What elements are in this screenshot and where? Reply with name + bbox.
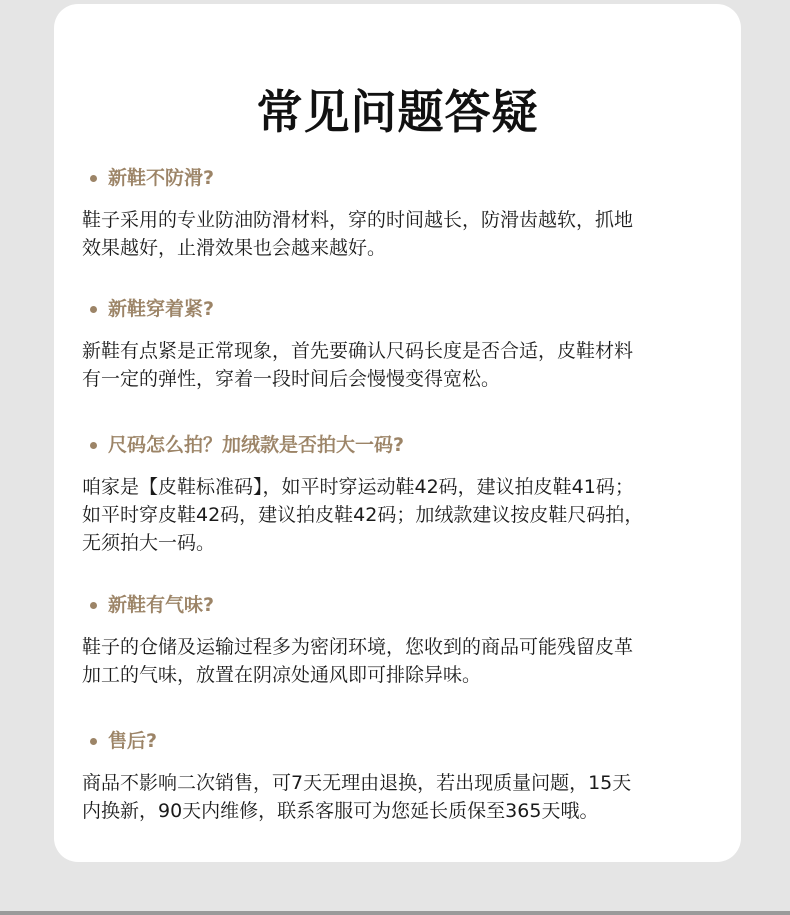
faq-item-tight-fit <box>82 295 722 393</box>
faq-question-text: 新鞋有气味? <box>108 594 215 616</box>
faq-answer: 鞋子的仓储及运输过程多为密闭环境，您收到的商品可能残留皮革 加工的气味，放置在阴凉处通风即可排除异味。 <box>82 636 634 686</box>
faq-answer: 新鞋有点紧是正常现象，首先要确认尺码长度是否合适，皮鞋材料 有一定的弹性，穿着一段时间后会慢慢变得宽松。 <box>82 340 634 390</box>
faq-question-text: 尺码怎么拍？加绒款是否拍大一码? <box>108 434 405 456</box>
faq-item-after-sales <box>82 727 722 825</box>
faq-question <box>82 164 722 192</box>
faq-card <box>54 4 741 862</box>
faq-item-sizing <box>82 431 722 557</box>
bottom-divider <box>0 911 790 915</box>
faq-item-anti-slip <box>82 164 722 262</box>
faq-answer: 商品不影响二次销售，可7天无理由退换，若出现质量问题，15天 内换新，90天内维修，联系客服可为您延长质保至365天哦。 <box>82 772 632 822</box>
faq-question <box>82 295 722 323</box>
faq-question <box>82 591 722 619</box>
faq-question <box>82 727 722 755</box>
faq-question <box>82 431 722 459</box>
faq-question-text: 新鞋不防滑? <box>108 167 215 189</box>
bullet-dot-icon <box>90 602 97 609</box>
page-title: 常见问题答疑 <box>256 85 539 139</box>
faq-question-text: 新鞋穿着紧? <box>108 298 215 320</box>
bullet-dot-icon <box>90 738 97 745</box>
bullet-dot-icon <box>90 175 97 182</box>
bullet-dot-icon <box>90 442 97 449</box>
faq-answer: 鞋子采用的专业防油防滑材料，穿的时间越长，防滑齿越软，抓地 效果越好，止滑效果也会越来越好。 <box>82 209 634 259</box>
faq-answer: 咱家是【皮鞋标准码】，如平时穿运动鞋42码，建议拍皮鞋41码； 如平时穿皮鞋42码，建议拍皮鞋42码；加绒款建议按皮鞋尺码拍， 无须拍大一码。 <box>82 476 644 554</box>
faq-question-text: 售后? <box>108 730 158 752</box>
faq-item-odor <box>82 591 722 689</box>
bullet-dot-icon <box>90 306 97 313</box>
